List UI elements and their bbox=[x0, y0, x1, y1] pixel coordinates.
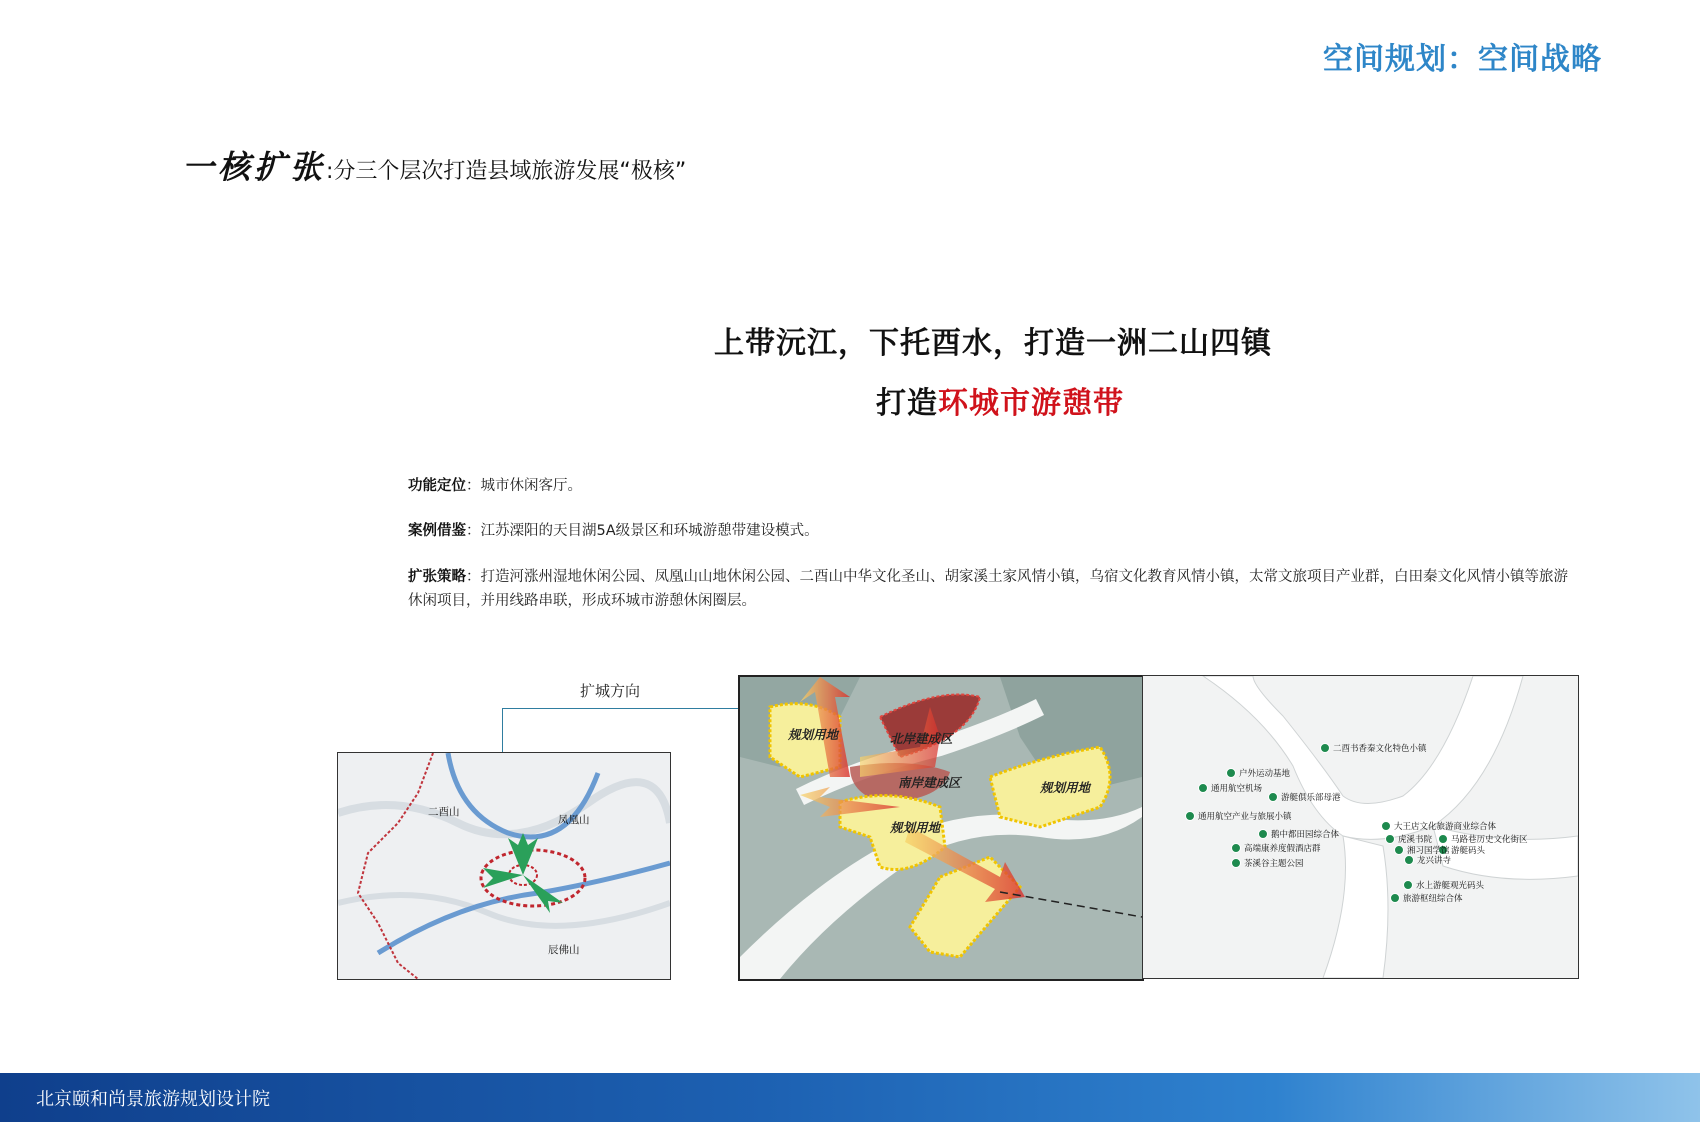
map-label-chenfo: 辰佛山 bbox=[548, 944, 580, 956]
section-heading bbox=[182, 142, 687, 186]
poi-label: 通用航空产业与旅展小镇 bbox=[1198, 812, 1292, 822]
paragraph-function bbox=[408, 474, 1568, 498]
poi-label: 通用航空机场 bbox=[1211, 784, 1263, 794]
poi-label: 水上游艇观光码头 bbox=[1416, 881, 1485, 891]
map-label-fenghuang: 凤凰山 bbox=[558, 814, 590, 826]
slogan-line-2-highlight: 环城市游憩带 bbox=[938, 386, 1124, 421]
poi-label: 游艇码头 bbox=[1451, 846, 1486, 856]
poi-label: 旅游枢纽综合体 bbox=[1403, 894, 1463, 904]
poi-label: 湘习国学馆 bbox=[1407, 846, 1450, 856]
poi-label: 茶溪谷主题公园 bbox=[1244, 859, 1304, 869]
zone-label-south-built: 南岸建成区 bbox=[898, 775, 961, 790]
zone-label-north-built: 北岸建成区 bbox=[890, 731, 953, 746]
footer-company-name: 北京颐和尚景旅游规划设计院 bbox=[36, 1089, 270, 1110]
regional-map bbox=[337, 752, 671, 980]
slogan-line-2 bbox=[876, 378, 1124, 422]
poi-label: 鹅中都田园综合体 bbox=[1271, 830, 1340, 840]
page-header-title: 空间规划：空间战略 bbox=[1323, 42, 1602, 77]
slogan-line-2-prefix: 打造 bbox=[876, 386, 938, 421]
poi-label: 二酉书香秦文化特色小镇 bbox=[1333, 744, 1427, 754]
paragraph-text: ：打造河涨州湿地休闲公园、凤凰山山地休闲公园、二酉山中华文化圣山、胡家溪土家风情小镇，乌宿文化教育风情小镇，太常文旅项目产业群，白田秦文化风情小镇等旅游休闲项目，并用线路串联，形成环城市游憩休闲圈层。 bbox=[408, 569, 1568, 609]
paragraph-strategy bbox=[408, 565, 1568, 613]
poi-label: 大王店文化旅游商业综合体 bbox=[1394, 822, 1497, 832]
paragraph-label: 功能定位 bbox=[408, 478, 466, 494]
planning-land-map-graphic bbox=[740, 677, 1142, 979]
slogan-line-1: 上带沅江，下托酉水，打造一洲二山四镇 bbox=[714, 326, 1272, 361]
paragraph-case bbox=[408, 519, 1568, 543]
planning-land-map bbox=[738, 675, 1144, 981]
section-heading-subtitle: :分三个层次打造县域旅游发展“极核” bbox=[326, 159, 687, 184]
poi-label: 游艇俱乐部母港 bbox=[1281, 793, 1341, 803]
poi-label: 马路巷历史文化街区 bbox=[1451, 835, 1528, 845]
regional-map-graphic bbox=[338, 753, 670, 979]
paragraph-label: 案例借鉴 bbox=[408, 523, 466, 539]
poi-label: 龙兴讲寺 bbox=[1417, 856, 1452, 866]
poi-label: 户外运动基地 bbox=[1239, 769, 1291, 779]
project-poi-map-graphic bbox=[1143, 676, 1578, 978]
project-poi-map bbox=[1142, 675, 1579, 979]
paragraph-text: ：城市休闲客厅。 bbox=[466, 478, 582, 494]
expand-direction-label: 扩城方向 bbox=[580, 682, 641, 700]
poi-label: 虎溪书院 bbox=[1398, 835, 1433, 845]
zone-label-planning-3: 规划用地 bbox=[1040, 780, 1091, 795]
connector-line bbox=[502, 708, 739, 755]
paragraph-text: ：江苏溧阳的天目湖5A级景区和环城游憩带建设模式。 bbox=[466, 523, 819, 539]
zone-label-planning-1: 规划用地 bbox=[788, 727, 839, 742]
zone-label-planning-2: 规划用地 bbox=[890, 820, 941, 835]
poi-label: 高端康养度假酒店群 bbox=[1244, 844, 1321, 854]
section-heading-title: 一核扩张 bbox=[182, 148, 327, 186]
paragraph-label: 扩张策略 bbox=[408, 569, 466, 585]
map-label-eryou: 二酉山 bbox=[428, 806, 460, 818]
